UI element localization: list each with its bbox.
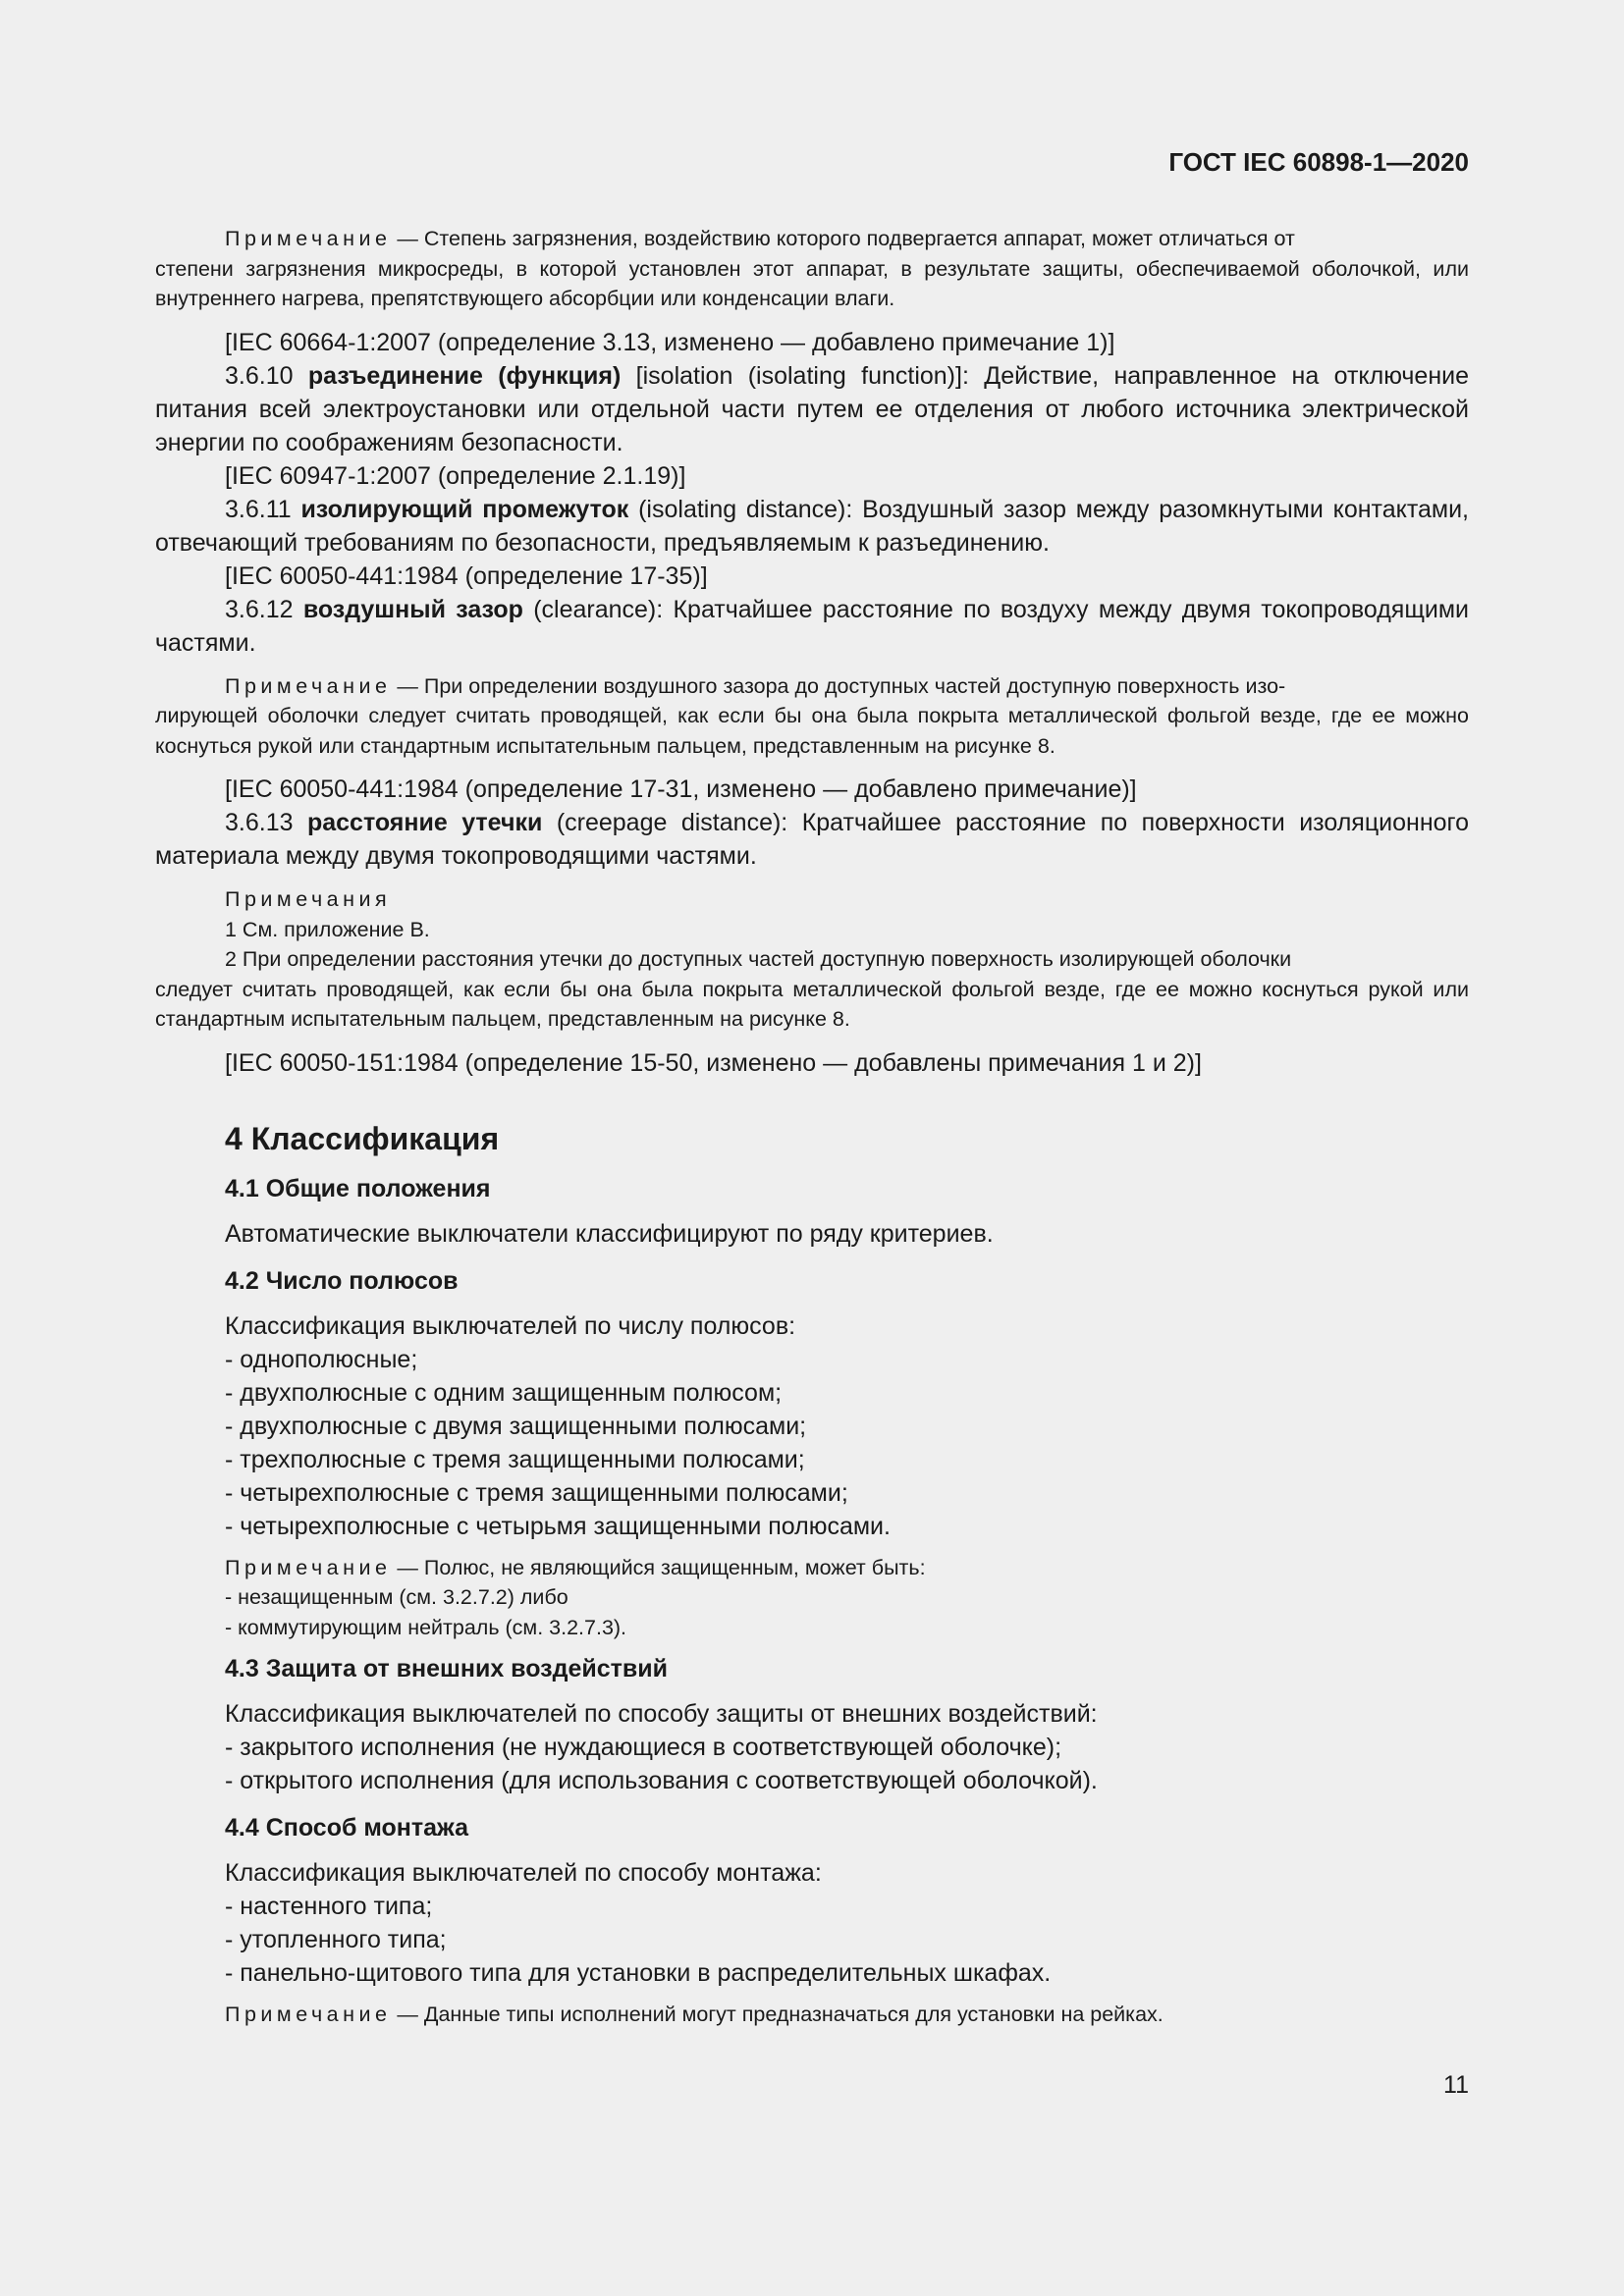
definition-text: (creepage distance): Кратчайшее расстояние по поверхности изоляционного материала между двумя токопроводящими частями.	[155, 809, 1469, 870]
list-item: Классификация выключателей по способу монтажа:	[225, 1859, 822, 1887]
note-label: Примечание	[225, 673, 392, 698]
notes-label: Примечания	[225, 887, 392, 911]
note-line: - коммутирующим нейтраль (см. 3.2.7.3).	[225, 1615, 627, 1639]
note-item-1: 1 См. приложение В.	[225, 917, 430, 941]
list-item: - четырехполюсные с четырьмя защищенными полюсами.	[225, 1512, 891, 1540]
definition-term: разъединение (функция)	[307, 361, 622, 390]
section-4-3-list	[155, 1697, 1469, 1797]
list-item: - утопленного типа;	[225, 1926, 447, 1953]
note-label: Примечание	[225, 227, 392, 250]
definition-3-6-13	[155, 806, 1469, 873]
note-mounting	[155, 2000, 1469, 2030]
list-item: - панельно-щитового типа для установки в распределительных шкафах.	[225, 1959, 1052, 1987]
definition-3-6-12	[155, 593, 1469, 660]
section-4-3-title: 4.3 Защита от внешних воздействий	[225, 1655, 668, 1682]
definition-text: [isolation (isolating function)]: Действие, направленное на отключение питания всей электроустановки или отдельной части путем ее отделения от любого источника электрической энергии по соображениям безопасности.	[155, 361, 1470, 456]
list-item: - однополюсные;	[225, 1345, 418, 1373]
section-4-2-list	[155, 1309, 1469, 1543]
note-pollution	[155, 224, 1469, 254]
note-clearance-cont: лирующей оболочки следует считать проводящей, как если бы она была покрыта металлической фольгой везде, где ее можно коснуться рукой или стандартным испытательным пальцем, представленным на рисунке 8.	[155, 704, 1469, 758]
note-text: — Полюс, не являющийся защищенным, может быть:	[391, 1555, 926, 1579]
reference: [IEC 60050-441:1984 (определение 17-35)]	[225, 561, 708, 590]
definition-number: 3.6.13	[225, 809, 307, 836]
page-number: 11	[1443, 2071, 1469, 2099]
list-item: Классификация выключателей по числу полюсов:	[225, 1311, 796, 1340]
definition-number: 3.6.10	[225, 361, 308, 390]
note-text: — Степень загрязнения, воздействию которого подвергается аппарат, может отличаться от	[391, 227, 1295, 250]
note-clearance	[155, 671, 1469, 702]
list-item: - двухполюсные с одним защищенным полюсом;	[225, 1378, 783, 1407]
list-item: - двухполюсные с двумя защищенными полюсами;	[225, 1412, 807, 1440]
note-pollution-cont: степени загрязнения микросреды, в которой установлен этот аппарат, в результате защиты, обеспечиваемой оболочкой, или внутреннего нагрева, препятствующего абсорбции или конденсации влаги.	[155, 256, 1469, 310]
list-item: - настенного типа;	[225, 1893, 433, 1920]
section-4-1-title: 4.1 Общие положения	[225, 1174, 491, 1202]
definition-text: (clearance): Кратчайшее расстояние по воздуху между двумя токопроводящими частями.	[155, 595, 1470, 657]
list-item: - трехполюсные с тремя защищенными полюсами;	[225, 1445, 805, 1473]
reference: [IEC 60947-1:2007 (определение 2.1.19)]	[225, 461, 686, 490]
list-item: - четырехполюсные с тремя защищенными полюсами;	[225, 1478, 848, 1507]
reference: [IEC 60664-1:2007 (определение 3.13, изменено — добавлено примечание 1)]	[225, 328, 1115, 356]
note-label: Примечание	[225, 2002, 392, 2026]
section-4-4-list	[155, 1856, 1469, 1990]
reference: [IEC 60050-151:1984 (определение 15-50, изменено — добавлены примечания 1 и 2)]	[225, 1048, 1202, 1077]
note-text: — При определении воздушного зазора до доступных частей доступную поверхность изо-	[391, 673, 1286, 698]
note-item-2: 2 При определении расстояния утечки до доступных частей доступную поверхность изолирующей оболочки	[225, 947, 1292, 971]
definition-3-6-11	[155, 493, 1469, 560]
document-header: ГОСТ IEC 60898-1—2020	[1168, 147, 1469, 177]
definition-term: воздушный зазор	[302, 595, 523, 623]
section-4-1-text: Автоматические выключатели классифицируют по ряду критериев.	[225, 1219, 994, 1248]
definition-3-6-10	[155, 359, 1469, 459]
section-4-title: 4 Классификация	[225, 1120, 500, 1156]
definition-text: (isolating distance): Воздушный зазор между разомкнутыми контактами, отвечающий требованиям по безопасности, предъявляемым к разъединению.	[155, 495, 1469, 557]
reference: [IEC 60050-441:1984 (определение 17-31, изменено — добавлено примечание)]	[225, 775, 1137, 803]
note-item-2-cont: следует считать проводящей, как если бы она была покрыта металлической фольгой везде, где ее можно коснуться рукой или стандартным испытательным пальцем, представленным на рисунке 8.	[155, 977, 1469, 1031]
note-line: - незащищенным (см. 3.2.7.2) либо	[225, 1585, 568, 1609]
definition-number: 3.6.12	[225, 595, 303, 623]
section-4-2-title: 4.2 Число полюсов	[225, 1266, 459, 1295]
definition-term: расстояние утечки	[306, 809, 543, 836]
note-label: Примечание	[225, 1555, 392, 1579]
note-poles	[155, 1553, 1469, 1583]
definition-term: изолирующий промежуток	[300, 495, 629, 523]
list-item: Классификация выключателей по способу защиты от внешних воздействий:	[225, 1700, 1098, 1728]
list-item: - закрытого исполнения (не нуждающиеся в соответствующей оболочке);	[225, 1734, 1062, 1761]
section-4-4-title: 4.4 Способ монтажа	[225, 1814, 468, 1842]
definition-number: 3.6.11	[225, 495, 301, 523]
page-content	[155, 224, 1469, 2030]
note-text: — Данные типы исполнений могут предназначаться для установки на рейках.	[391, 2002, 1164, 2026]
list-item: - открытого исполнения (для использования с соответствующей оболочкой).	[225, 1767, 1098, 1794]
